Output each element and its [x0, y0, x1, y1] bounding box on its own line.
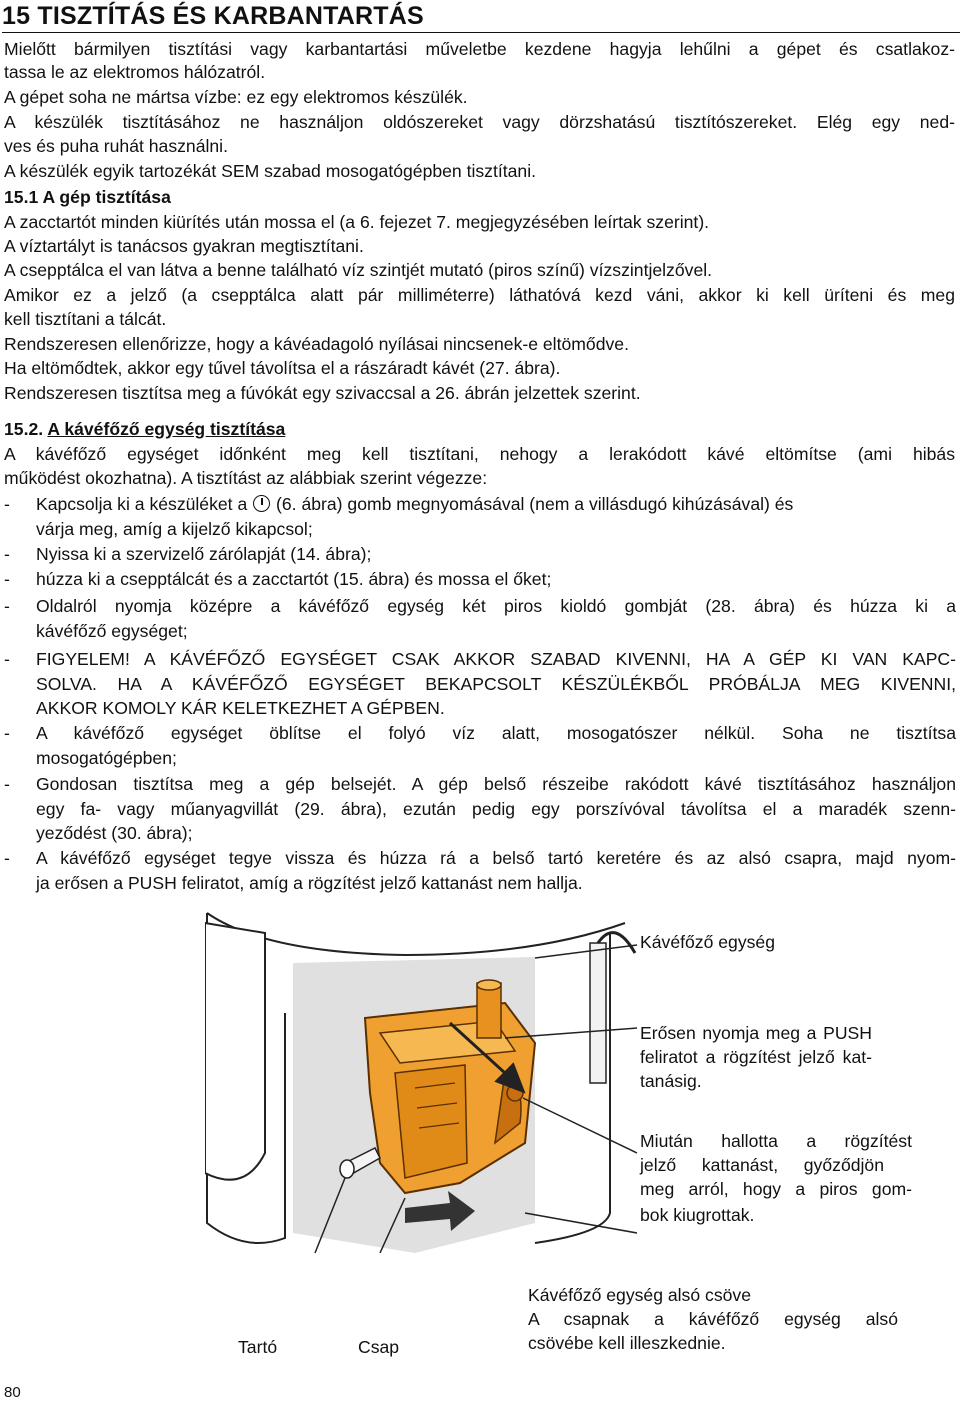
body-line: működést okozhatna). A tisztítást az alábbiak szerint végezze: [4, 468, 488, 488]
list-item-line: SOLVA. HA A KÁVÉFŐZŐ EGYSÉGET BEKAPCSOLT KÉSZÜLÉKBŐL PRÓBÁLJA MEG KIVENNI, [36, 674, 956, 694]
caption-tube-line: Kávéfőző egység alsó csöve [528, 1285, 751, 1305]
caption-holder: Tartó [238, 1337, 278, 1357]
body-line: A csepptálca el van látva a benne található víz szintjét mutató (piros színű) vízszintjelzővel. [4, 260, 713, 280]
machine-front-panel [205, 923, 265, 1180]
list-dash: - [4, 596, 10, 616]
list-item-line: várja meg, amíg a kijelző kikapcsol; [36, 519, 313, 539]
right-tube [590, 943, 606, 1083]
list-dash: - [4, 544, 10, 564]
machine-top-edge [207, 913, 625, 955]
power-icon [253, 495, 270, 512]
intro-line: tassa le az elektromos hálózatról. [4, 62, 266, 82]
list-dash: - [4, 569, 10, 589]
list-text: Kapcsolja ki a készüléket a [36, 494, 248, 514]
section-heading-15-1: 15.1 A gép tisztítása [4, 187, 171, 207]
list-item-line: Gondosan tisztítsa meg a gép belsejét. A gép belső részeibe rakódott kávé tisztításához használjon [36, 774, 956, 794]
list-item-line: yeződést (30. ábra); [36, 823, 193, 843]
intro-line: Mielőtt bármilyen tisztítási vagy karbantartási műveletbe kezdene hagyja lehűlni a gépet és csatlakoz- [4, 39, 955, 59]
intro-line: A gépet soha ne mártsa vízbe: ez egy elektromos készülék. [4, 87, 468, 107]
caption-tube-line: csövébe kell illeszkednie. [528, 1333, 726, 1353]
section-heading-text: A kávéfőző egység tisztítása [47, 419, 286, 439]
list-item-line: Nyissa ki a szervizelő zárólapját (14. ábra); [36, 544, 372, 564]
page-title: 15 TISZTÍTÁS ÉS KARBANTARTÁS [2, 0, 960, 33]
list-item-line: ja erősen a PUSH feliratot, amíg a rögzítést jelző kattanást nem hallja. [36, 873, 583, 893]
list-text: (6. ábra) gomb megnyomásával (nem a villásdugó kihúzásával) és [276, 494, 794, 514]
list-item-line [36, 493, 793, 515]
list-item-line: A kávéfőző egységet tegye vissza és húzza rá a belső tartó keretére és az alsó csapra, majd nyom- [36, 848, 956, 868]
caption-click-line: jelző kattanást, győződjön [640, 1155, 884, 1175]
list-item-line: Oldalról nyomja középre a kávéfőző egység két piros kioldó gombját (28. ábra) és húzza ki a [36, 596, 956, 616]
caption-tube-line: A csapnak a kávéfőző egység alsó [528, 1309, 898, 1329]
caption-push-line: tanásig. [640, 1071, 702, 1091]
caption-click-line: bok kiugrottak. [640, 1205, 755, 1225]
list-item-line: egy fa- vagy műanyagvillát (29. ábra), ezután pedig egy porszívóval távolítsa el a maradék szenn- [36, 799, 956, 819]
brew-unit-illustration [205, 893, 645, 1273]
leader-unit [535, 945, 637, 958]
caption-brew-unit: Kávéfőző egység [640, 932, 775, 952]
list-item-line: AKKOR KOMOLY KÁR KELETKEZHET A GÉPBEN. [36, 698, 445, 718]
list-item-line: A kávéfőző egységet öblítse el folyó víz alatt, mosogatószer nélkül. Soha ne tisztítsa [36, 723, 956, 743]
body-line: A zacctartót minden kiürítés után mossa el (a 6. fejezet 7. megjegyzésében leírtak szerint). [4, 212, 710, 232]
list-item-line: FIGYELEM! A KÁVÉFŐZŐ EGYSÉGET CSAK AKKOR SZABAD KIVENNI, HA A GÉP KI VAN KAPC- [36, 649, 956, 669]
intro-line: ves és puha ruhát használni. [4, 136, 228, 156]
body-line: Ha eltömődtek, akkor egy tűvel távolítsa el a rászáradt kávét (27. ábra). [4, 358, 561, 378]
body-line: kell tisztítani a tálcát. [4, 309, 167, 329]
page-number: 80 [4, 1384, 21, 1401]
body-line: Rendszeresen ellenőrizze, hogy a kávéadagoló nyílásai nincsenek-e eltömődve. [4, 334, 629, 354]
list-item-line: kávéfőző egységet; [36, 621, 188, 641]
intro-line: A készülék tisztításához ne használjon oldószereket vagy dörzshatású tisztítószereket. Elég egy ned- [4, 112, 955, 132]
list-item-line: mosogatógépben; [36, 748, 177, 768]
caption-push-line: feliratot a rögzítést jelző kat- [640, 1047, 872, 1067]
caption-pin: Csap [358, 1337, 400, 1357]
list-dash: - [4, 848, 10, 868]
section-heading-15-2 [4, 418, 285, 440]
body-line: Amikor ez a jelző (a csepptálca alatt pár milliméterre) láthatóvá kezd váni, akkor ki kell üríteni és meg [4, 285, 955, 305]
list-dash: - [4, 494, 10, 514]
caption-click-line: meg arról, hogy a piros gom- [640, 1179, 912, 1199]
list-item-line: húzza ki a csepptálcát és a zacctartót (15. ábra) és mossa el őket; [36, 569, 552, 589]
leader-tube [525, 1213, 637, 1233]
section-heading-number: 15.2. [4, 419, 44, 439]
caption-click-line: Miután hallotta a rögzítést [640, 1131, 912, 1151]
leader-click [523, 1098, 637, 1153]
body-line: Rendszeresen tisztítsa meg a fúvókát egy szivaccsal a 26. ábrán jelzettek szerint. [4, 383, 641, 403]
list-dash: - [4, 649, 10, 669]
list-dash: - [4, 723, 10, 743]
body-line: A víztartályt is tanácsos gyakran megtisztítani. [4, 236, 364, 256]
caption-push-line: Erősen nyomja meg a PUSH [640, 1023, 872, 1043]
list-dash: - [4, 774, 10, 794]
body-line: A kávéfőző egységet időnként meg kell tisztítani, nehogy a lerakódott kávé eltömítse (ami hibás [4, 444, 955, 464]
intro-line: A készülék egyik tartozékát SEM szabad mosogatógépben tisztítani. [4, 161, 537, 181]
